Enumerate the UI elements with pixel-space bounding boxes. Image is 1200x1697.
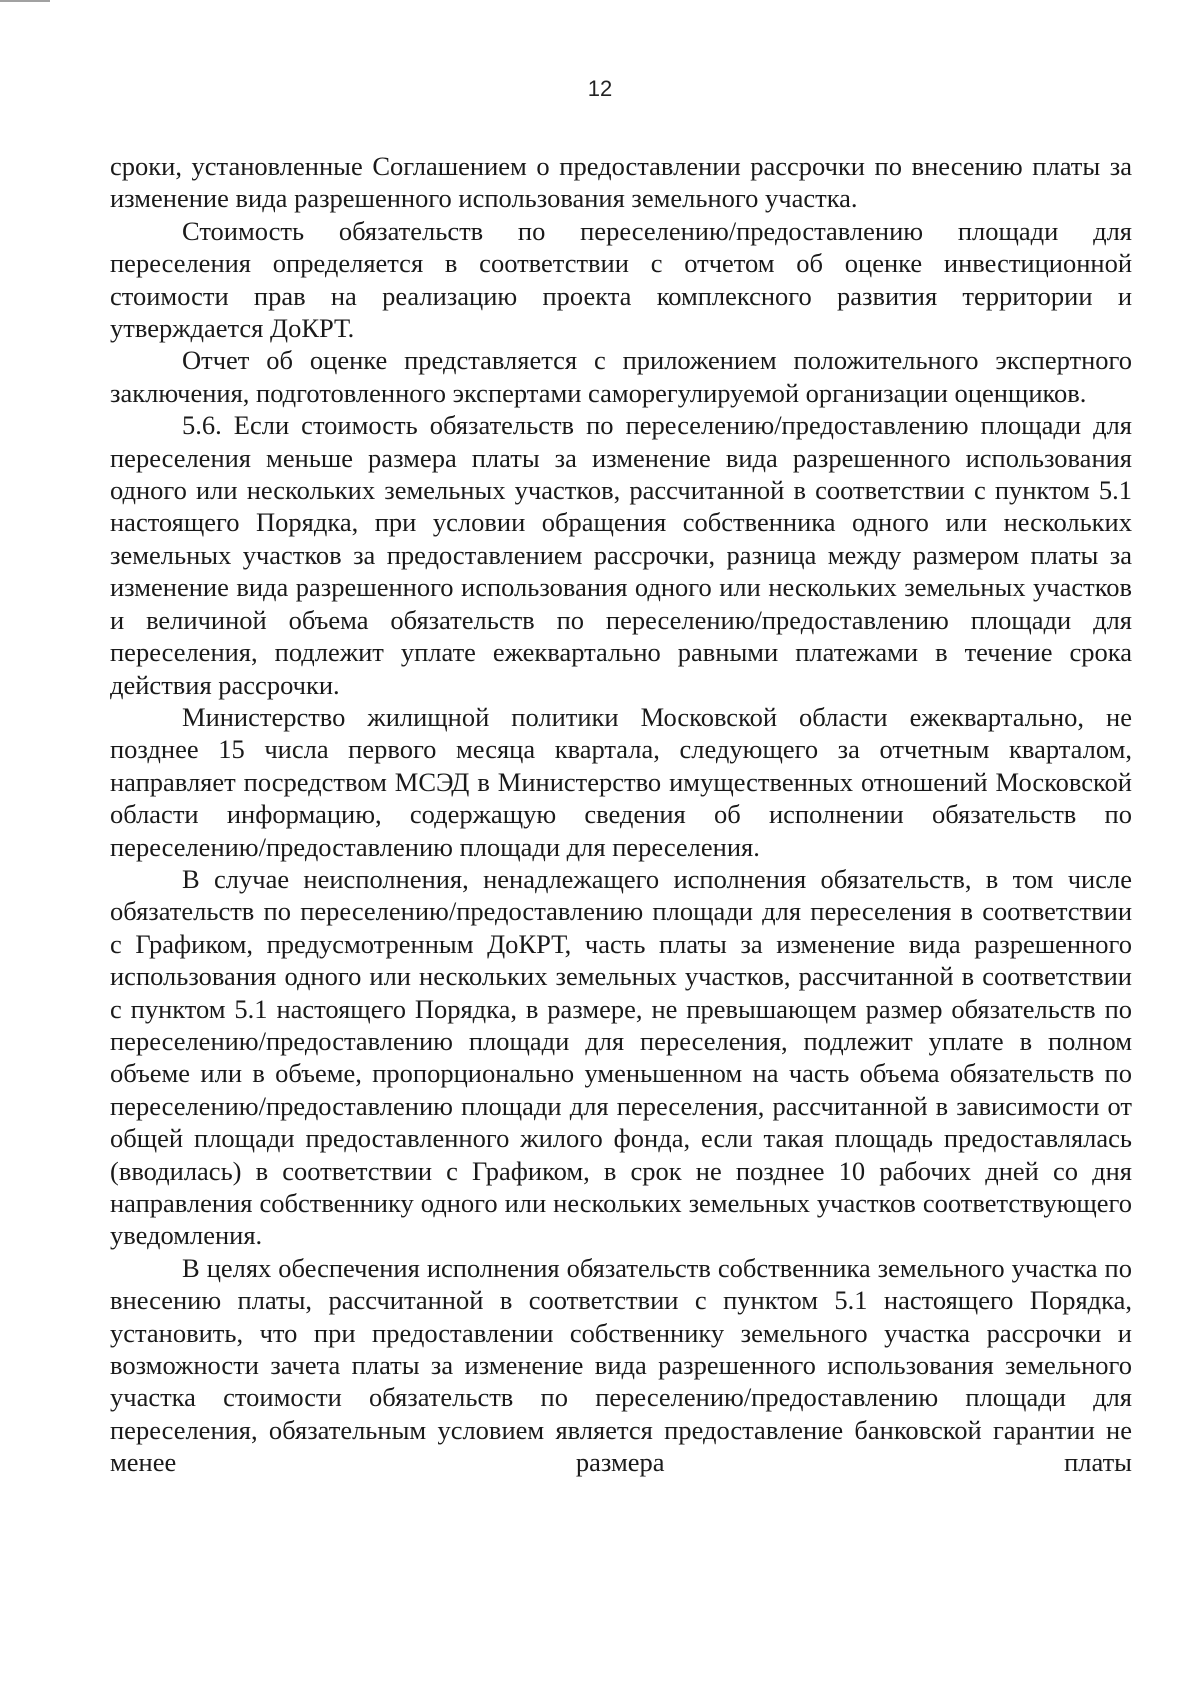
document-body <box>110 150 1132 1479</box>
paragraph-ministry-reporting: Министерство жилищной политики Московской области ежеквартально, не позднее 15 числа первого месяца квартала, следующего за отчетным кварталом, направляет посредством МСЭД в Министерство имущественных отношений Московской области информацию, содержащую сведения об исполнении обязательств по переселению/предоставлению площади для переселения. <box>110 701 1132 862</box>
paragraph-valuation-report: Отчет об оценке представляется с приложением положительного экспертного заключения, подготовленного экспертами саморегулируемой организации оценщиков. <box>110 345 1132 408</box>
paragraph-clause-5-6: 5.6. Если стоимость обязательств по переселению/предоставлению площади для переселения меньше размера платы за изменение вида разрешенного использования одного или нескольких земельных участков, рассчитанной в соответствии с пунктом 5.1 настоящего Порядка, при условии обращения собственника одного или нескольких земельных участков за предоставлением рассрочки, разница между размером платы за изменение вида разрешенного использования одного или нескольких земельных участков и величиной объема обязательств по переселению/предоставлению площади для переселения, подлежит уплате ежеквартально равными платежами в течение срока действия рассрочки. <box>110 410 1132 700</box>
paragraph-bank-guarantee: В целях обеспечения исполнения обязательств собственника земельного участка по внесению платы, рассчитанной в соответствии с пунктом 5.1 настоящего Порядка, установить, что при предоставлении собственнику земельного участка рассрочки и возможности зачета платы за изменение вида разрешенного использования земельного участка стоимости обязательств по переселению/предоставлению площади для переселения, обязательным условием является предоставление банковской гарантии не менее размера платы <box>110 1252 1132 1478</box>
paragraph-continuation: сроки, установленные Соглашением о предоставлении рассрочки по внесению платы за изменение вида разрешенного использования земельного участка. <box>110 151 1132 214</box>
scan-corner-mark <box>0 0 50 8</box>
paragraph-cost-of-obligations: Стоимость обязательств по переселению/предоставлению площади для переселения определяется в соответствии с отчетом об оценке инвестиционной стоимости прав на реализацию проекта комплексного развития территории и утверждается ДоКРТ. <box>110 215 1132 344</box>
page-number: 12 <box>587 76 613 101</box>
paragraph-non-fulfillment: В случае неисполнения, ненадлежащего исполнения обязательств, в том числе обязательств по переселению/предоставлению площади для переселения в соответствии с Графиком, предусмотренным ДоКРТ, часть платы за изменение вида разрешенного использования одного или нескольких земельных участков, рассчитанной в соответствии с пунктом 5.1 настоящего Порядка, в размере, не превышающем размер обязательств по переселению/предоставлению площади для переселения, подлежит уплате в полном объеме или в объеме, пропорционально уменьшенном на часть объема обязательств по переселению/предоставлению площади для переселения, рассчитанной в зависимости от общей площади предоставленного жилого фонда, если такая площадь предоставлялась (вводилась) в соответствии с Графиком, в срок не позднее 10 рабочих дней со дня направления собственнику одного или нескольких земельных участков соответствующего уведомления. <box>110 863 1132 1251</box>
